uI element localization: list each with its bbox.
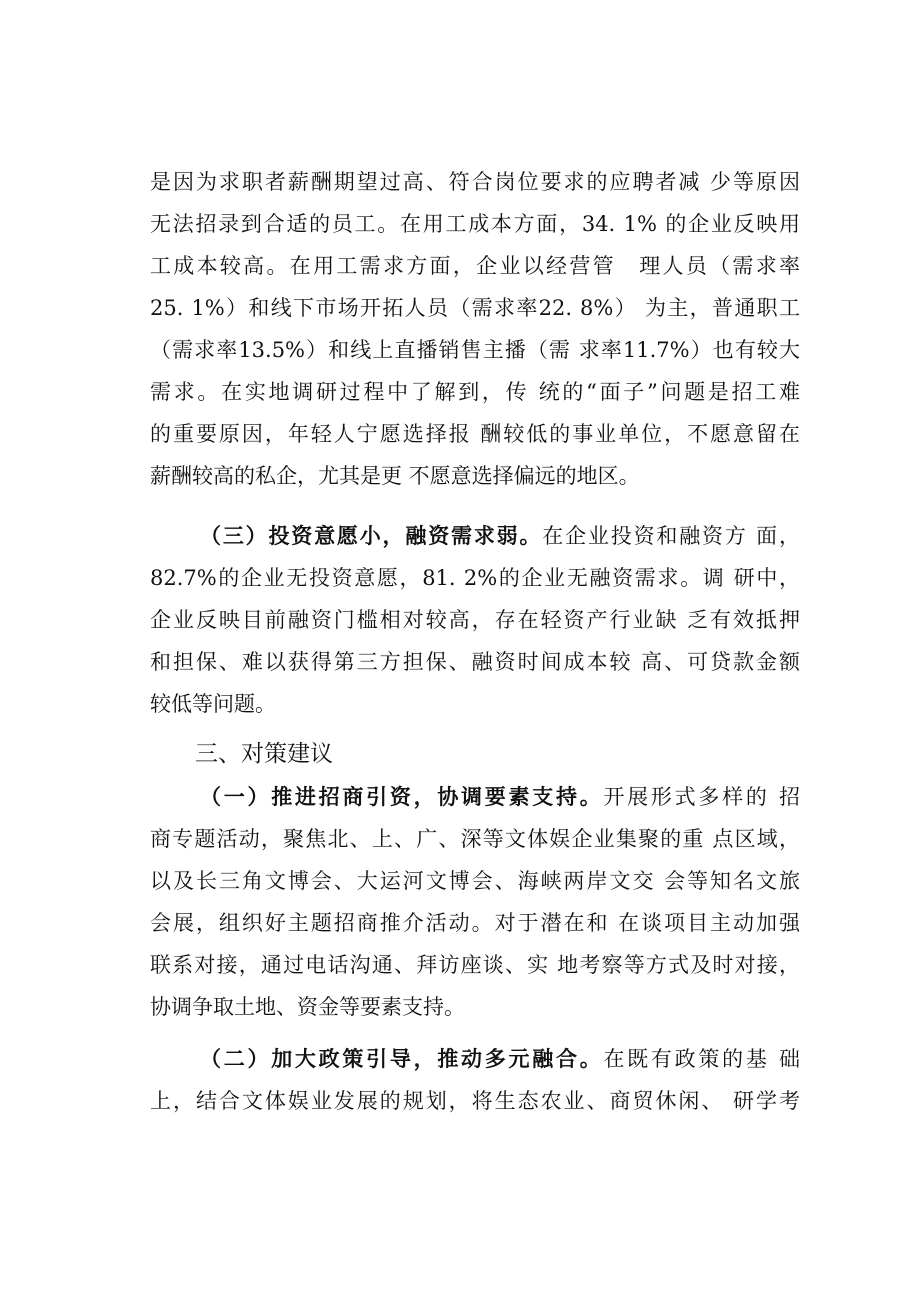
text-line: 工成本较高。在用工需求方面，企业以经营管 理人员（需求率 [150, 254, 800, 278]
lead-rest: 在企业投资和融资方 面， [542, 524, 800, 548]
text-line: 会展，组织好主题招商推介活动。对于潜在和 在谈项目主动加强 [150, 911, 800, 935]
text-line: 和担保、难以获得第三方担保、融资时间成本较 高、可贷款金额 [150, 650, 800, 674]
lead-rest: 在既有政策的基 础 [603, 1047, 800, 1071]
text-line: 25. 1%）和线下市场开拓人员（需求率22. 8%） 为主，普通职工 [150, 296, 800, 320]
lead-rest: 开展形式多样的 招 [603, 785, 800, 809]
bold-lead: （三）投资意愿小，融资需求弱。 [200, 524, 543, 548]
text-line: 是因为求职者薪酬期望过高、符合岗位要求的应聘者减 少等原因 [150, 170, 800, 194]
text-line: 需求。在实地调研过程中了解到，传 统的“面子”问题是招工难 [150, 380, 800, 404]
text-line-lead [200, 515, 800, 557]
text-line: 以及长三角文博会、大运河文博会、海峡两岸文交 会等知名文旅 [150, 869, 800, 893]
text-line: 商专题活动，聚焦北、上、广、深等文体娱企业集聚的重 点区域， [150, 827, 800, 851]
text-line: （需求率13.5%）和线上直播销售主播（需 求率11.7%）也有较大 [150, 338, 800, 362]
section-heading: 三、对策建议 [195, 741, 333, 767]
bold-lead: （二）加大政策引导，推动多元融合。 [200, 1047, 604, 1071]
text-line: 较低等问题。 [150, 692, 276, 716]
bold-lead: （一）推进招商引资，协调要素支持。 [200, 785, 604, 809]
text-line: 企业反映目前融资门槛相对较高，存在轻资产行业缺 乏有效抵押 [150, 608, 800, 632]
text-line: 无法招录到合适的员工。在用工成本方面，34. 1% 的企业反映用 [150, 212, 800, 236]
text-line: 联系对接，通过电话沟通、拜访座谈、实 地考察等方式及时对接， [150, 953, 800, 977]
text-line-lead [200, 1038, 800, 1080]
text-line-lead [200, 776, 800, 818]
text-line: 上，结合文体娱业发展的规划，将生态农业、商贸休闲、 研学考 [150, 1089, 800, 1113]
text-line: 薪酬较高的私企，尤其是更 不愿意选择偏远的地区。 [150, 464, 640, 488]
text-line: 82.7%的企业无投资意愿，81. 2%的企业无融资需求。调 研中， [150, 566, 800, 590]
text-line: 协调争取土地、资金等要素支持。 [150, 995, 465, 1019]
text-line: 的重要原因，年轻人宁愿选择报 酬较低的事业单位，不愿意留在 [150, 422, 800, 446]
